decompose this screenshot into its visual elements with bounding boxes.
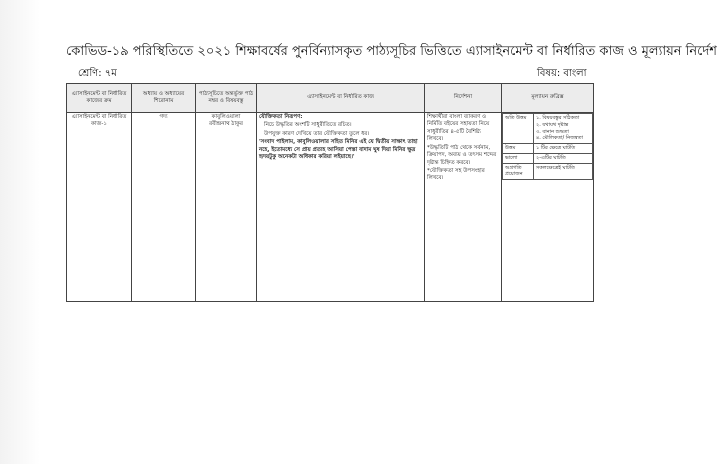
rubric-points [534,153,593,163]
cell-chapter: গদ্য [132,113,196,302]
assignment-line-1: নিচে উদ্ধৃতির অংশটি সাধুরীতিতে রচিত। [264,122,352,129]
rubric-row [503,153,593,163]
class-label: শ্রেণি: ৭ম [78,68,117,79]
lesson-author: রবীন্দ্রনাথ ঠাকুর [209,121,243,128]
rubric-point: ৪. মৌলিকতা/ নিজস্বতা [536,135,583,142]
cell-assignment [257,113,425,302]
rubric-table [502,113,593,180]
assignment-line-2: উপযুক্ত কারণ দেখিয়ে তার যৌক্তিকতা তুলে ধর। [264,130,370,137]
rubric-row [503,114,593,144]
header-lesson: পাঠ্যসূচিতে অন্তর্ভুক্ত পাঠ নম্বর ও বিষয়বস্তু [196,84,257,113]
instruction-item: *উদ্ধৃতিটি পাঠ থেকে সর্বনাম, ক্রিয়াপদ, অব্যয় ও তৎসম শব্দের দৃষ্টান্ত চিহ্নিত করবে। [427,144,497,166]
rubric-level: অতি উত্তম [503,114,534,144]
cell-lesson [196,113,257,302]
cell-task: এ্যাসাইনমেন্ট বা নির্ধারিত কাজ-১ [67,113,132,302]
header-chapter: অধ্যায় ও অধ্যায়ের শিরোনাম [132,84,196,113]
document-title: কোভিড-১৯ পরিস্থিতিতে ২০২১ শিক্ষাবর্ষের পুনর্বিন্যাসকৃত পাঠ্যসূচির ভিত্তিতে এ্যাসাইনমেন্ট বা নির্ধারিত কাজ ও মূল্যায়ন নির্দেশ [66,44,717,59]
cell-instructions [425,113,502,302]
header-instructions: নির্দেশনা [425,84,502,113]
lesson-title: কাবুলিওয়ালা [211,114,241,120]
rubric-level: উত্তম [503,144,534,154]
rubric-point: ১ টির ক্ষেত্রে ঘাটতি [536,145,576,151]
table-row [67,113,594,302]
rubric-level: ভালো [503,153,534,163]
rubric-level: অগ্রগতি প্রয়োজন [503,163,534,180]
rubric-point: ২. যথাযথ দৃষ্টান্ত [536,121,569,128]
assignment-table [66,83,594,302]
header-rubric: মূল্যায়ন রুব্রিক্স [502,84,594,113]
rubric-point: ১. বিষয়বস্তুর সঠিকতা [536,115,580,121]
rubric-points [534,114,593,144]
rubric-points [534,163,593,180]
rubric-point: সকলক্ষেত্রেই ঘাটতি [536,164,575,171]
table-header-row [67,84,594,113]
rubric-point: ২-এটির ঘাটতি [536,154,566,161]
header-task-order: এ্যাসাইনমেন্ট বা নির্ধারিত কাজের ক্রম [67,84,132,113]
instruction-item: শিক্ষার্থীরা বাংলা ব্যাকরণ ও নির্মিতি বইয়ের সহায়তা নিয়ে সাধুরীতির ৪-৫টি বৈশিষ্ট্য লিখবে। [427,114,490,143]
instruction-item: *যৌক্তিকতা সহ উপসংহার লিখবে। [427,167,485,182]
rubric-row [503,144,593,154]
header-assignment: এ্যাসাইনমেন্ট বা নির্ধারিত কাজ [257,84,425,113]
assignment-heading: যৌক্তিকতা নিরূপণ: [259,114,303,120]
assignment-quote: 'সংবাদ পাইলাম, কাবুলিওয়ালার সহিত মিনির এই যে দ্বিতীয় সাক্ষাৎ তাহা নহে, ইতোমধ্যে সে প্রায় প্রত্যহ আসিয়া পেস্তা বাদাম ঘুষ দিয়া মিনির ক্ষুদ্র হৃদয়টুকু অনেকটা অধিকার করিয়া লইয়াছে।' [259,139,418,161]
cell-rubric [502,113,594,302]
rubric-points [534,144,593,154]
rubric-point: ৩. বানান শুদ্ধতা [536,128,569,135]
subject-label: বিষয়: বাংলা [537,68,587,79]
rubric-row [503,163,593,180]
